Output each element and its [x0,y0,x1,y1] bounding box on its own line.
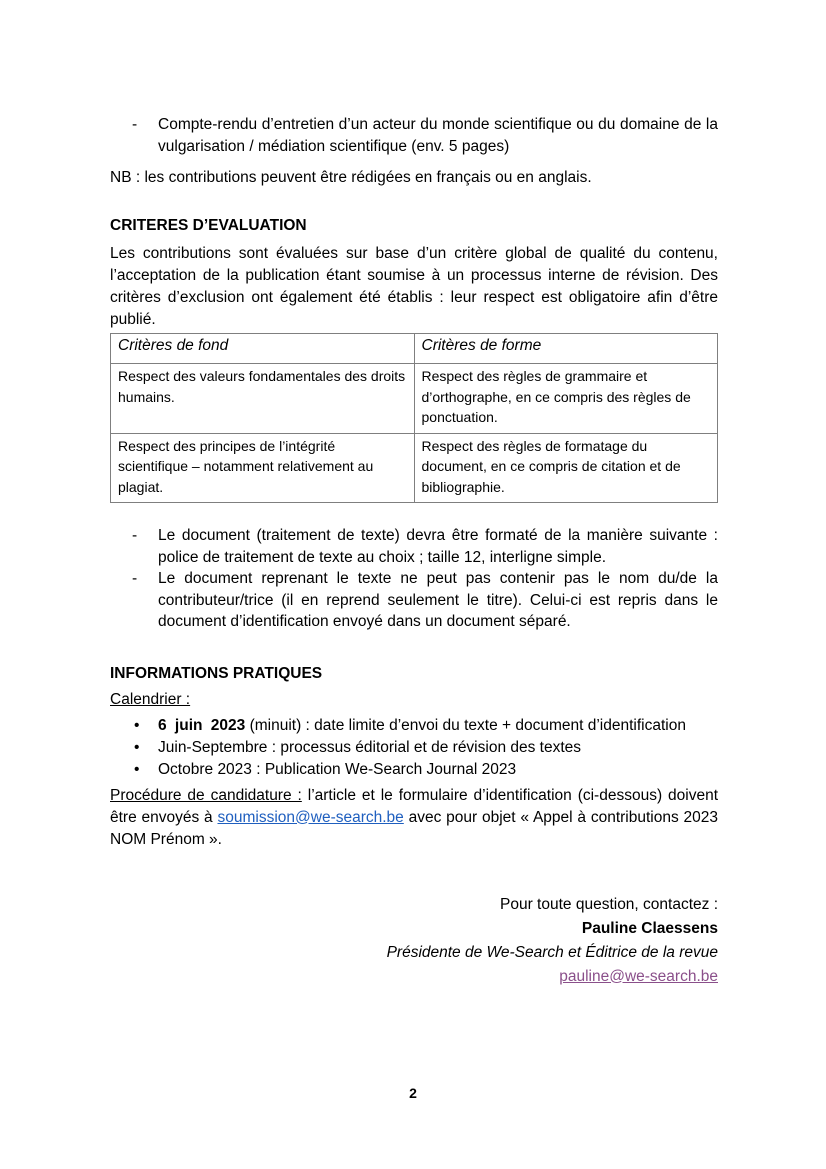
criteria-intro: Les contributions sont évaluées sur base d’un critère global de qualité du contenu, l’acceptation de la publication étant soumise à un processus interne de révision. Des critères d’exclusion ont également été établis : leur respect est obligatoire afin d’être publié. [110,245,718,328]
table-cell: Respect des règles de formatage du document, en ce compris de citation et de bibliographie. [414,433,718,503]
table-header-row [111,334,718,364]
list-item: - Le document (traitement de texte) devra être formaté de la manière suivante : police de traitement de texte au choix ; taille 12, interligne simple. [132,527,718,566]
list-item: • Octobre 2023 : Publication We-Search Journal 2023 [110,759,718,781]
contact-email-line [110,965,718,989]
bullet-dot-icon: • [134,738,140,756]
top-dash-list [110,114,718,157]
contact-name: Pauline Claessens [581,919,718,937]
bullet-dot-icon: • [134,716,140,734]
table-header-forme: Critères de forme [414,334,718,364]
table-row [111,364,718,434]
document-page [110,110,718,989]
list-item: • Juin-Septembre : processus éditorial et de révision des textes [110,737,718,759]
list-item: • 6 juin 2023 (minuit) : date limite d’envoi du texte + document d’identification [110,715,718,737]
submission-email-link[interactable]: soumission@we-search.be [217,808,404,826]
list-item: - Compte-rendu d’entretien d’un acteur du monde scientifique ou du domaine de la vulgarisation / médiation scientifique (env. 5 pages) [132,116,718,155]
table-cell: Respect des valeurs fondamentales des droits humains. [111,364,415,434]
calendar-list [110,715,718,781]
calendar-label: Calendrier : [110,690,191,708]
deadline-date: 6 juin 2023 [158,716,246,734]
dash-bullet: - [132,570,138,587]
contact-block [110,893,718,989]
criteria-heading: CRITERES D’EVALUATION [110,217,307,234]
contact-email-link[interactable]: pauline@we-search.be [559,967,718,985]
dash-bullet: - [132,527,138,544]
page-number: 2 [409,1085,417,1101]
bullet-dot-icon: • [134,760,140,778]
table-row [111,433,718,503]
nb-note: NB : les contributions peuvent être rédigées en français ou en anglais. [110,169,592,186]
dash-bullet: - [132,116,138,133]
list-item: - Le document reprenant le texte ne peut pas contenir pas le nom du/de la contributeur/trice (il en reprend seulement le titre). Celui-ci est repris dans le document d’identification envoyé dans un document séparé. [132,570,718,630]
table-cell: Respect des règles de grammaire et d’orthographe, en ce compris des règles de ponctuation. [414,364,718,434]
format-rules-list [110,525,718,633]
contact-line: Pour toute question, contactez : [500,895,718,913]
table-header-fond: Critères de fond [111,334,415,364]
procedure-paragraph: Procédure de candidature : l’article et le formulaire d’identification (ci-dessous) doivent être envoyés à soumission@we-search.be avec pour objet « Appel à contributions 2023 NOM Prénom ». [110,786,719,848]
info-heading: INFORMATIONS PRATIQUES [110,664,323,682]
table-cell: Respect des principes de l’intégrité scientifique – notamment relativement au plagiat. [111,433,415,503]
contact-role: Présidente de We-Search et Éditrice de la revue [386,943,718,961]
procedure-label: Procédure de candidature : [110,786,302,804]
criteria-table [110,333,718,503]
